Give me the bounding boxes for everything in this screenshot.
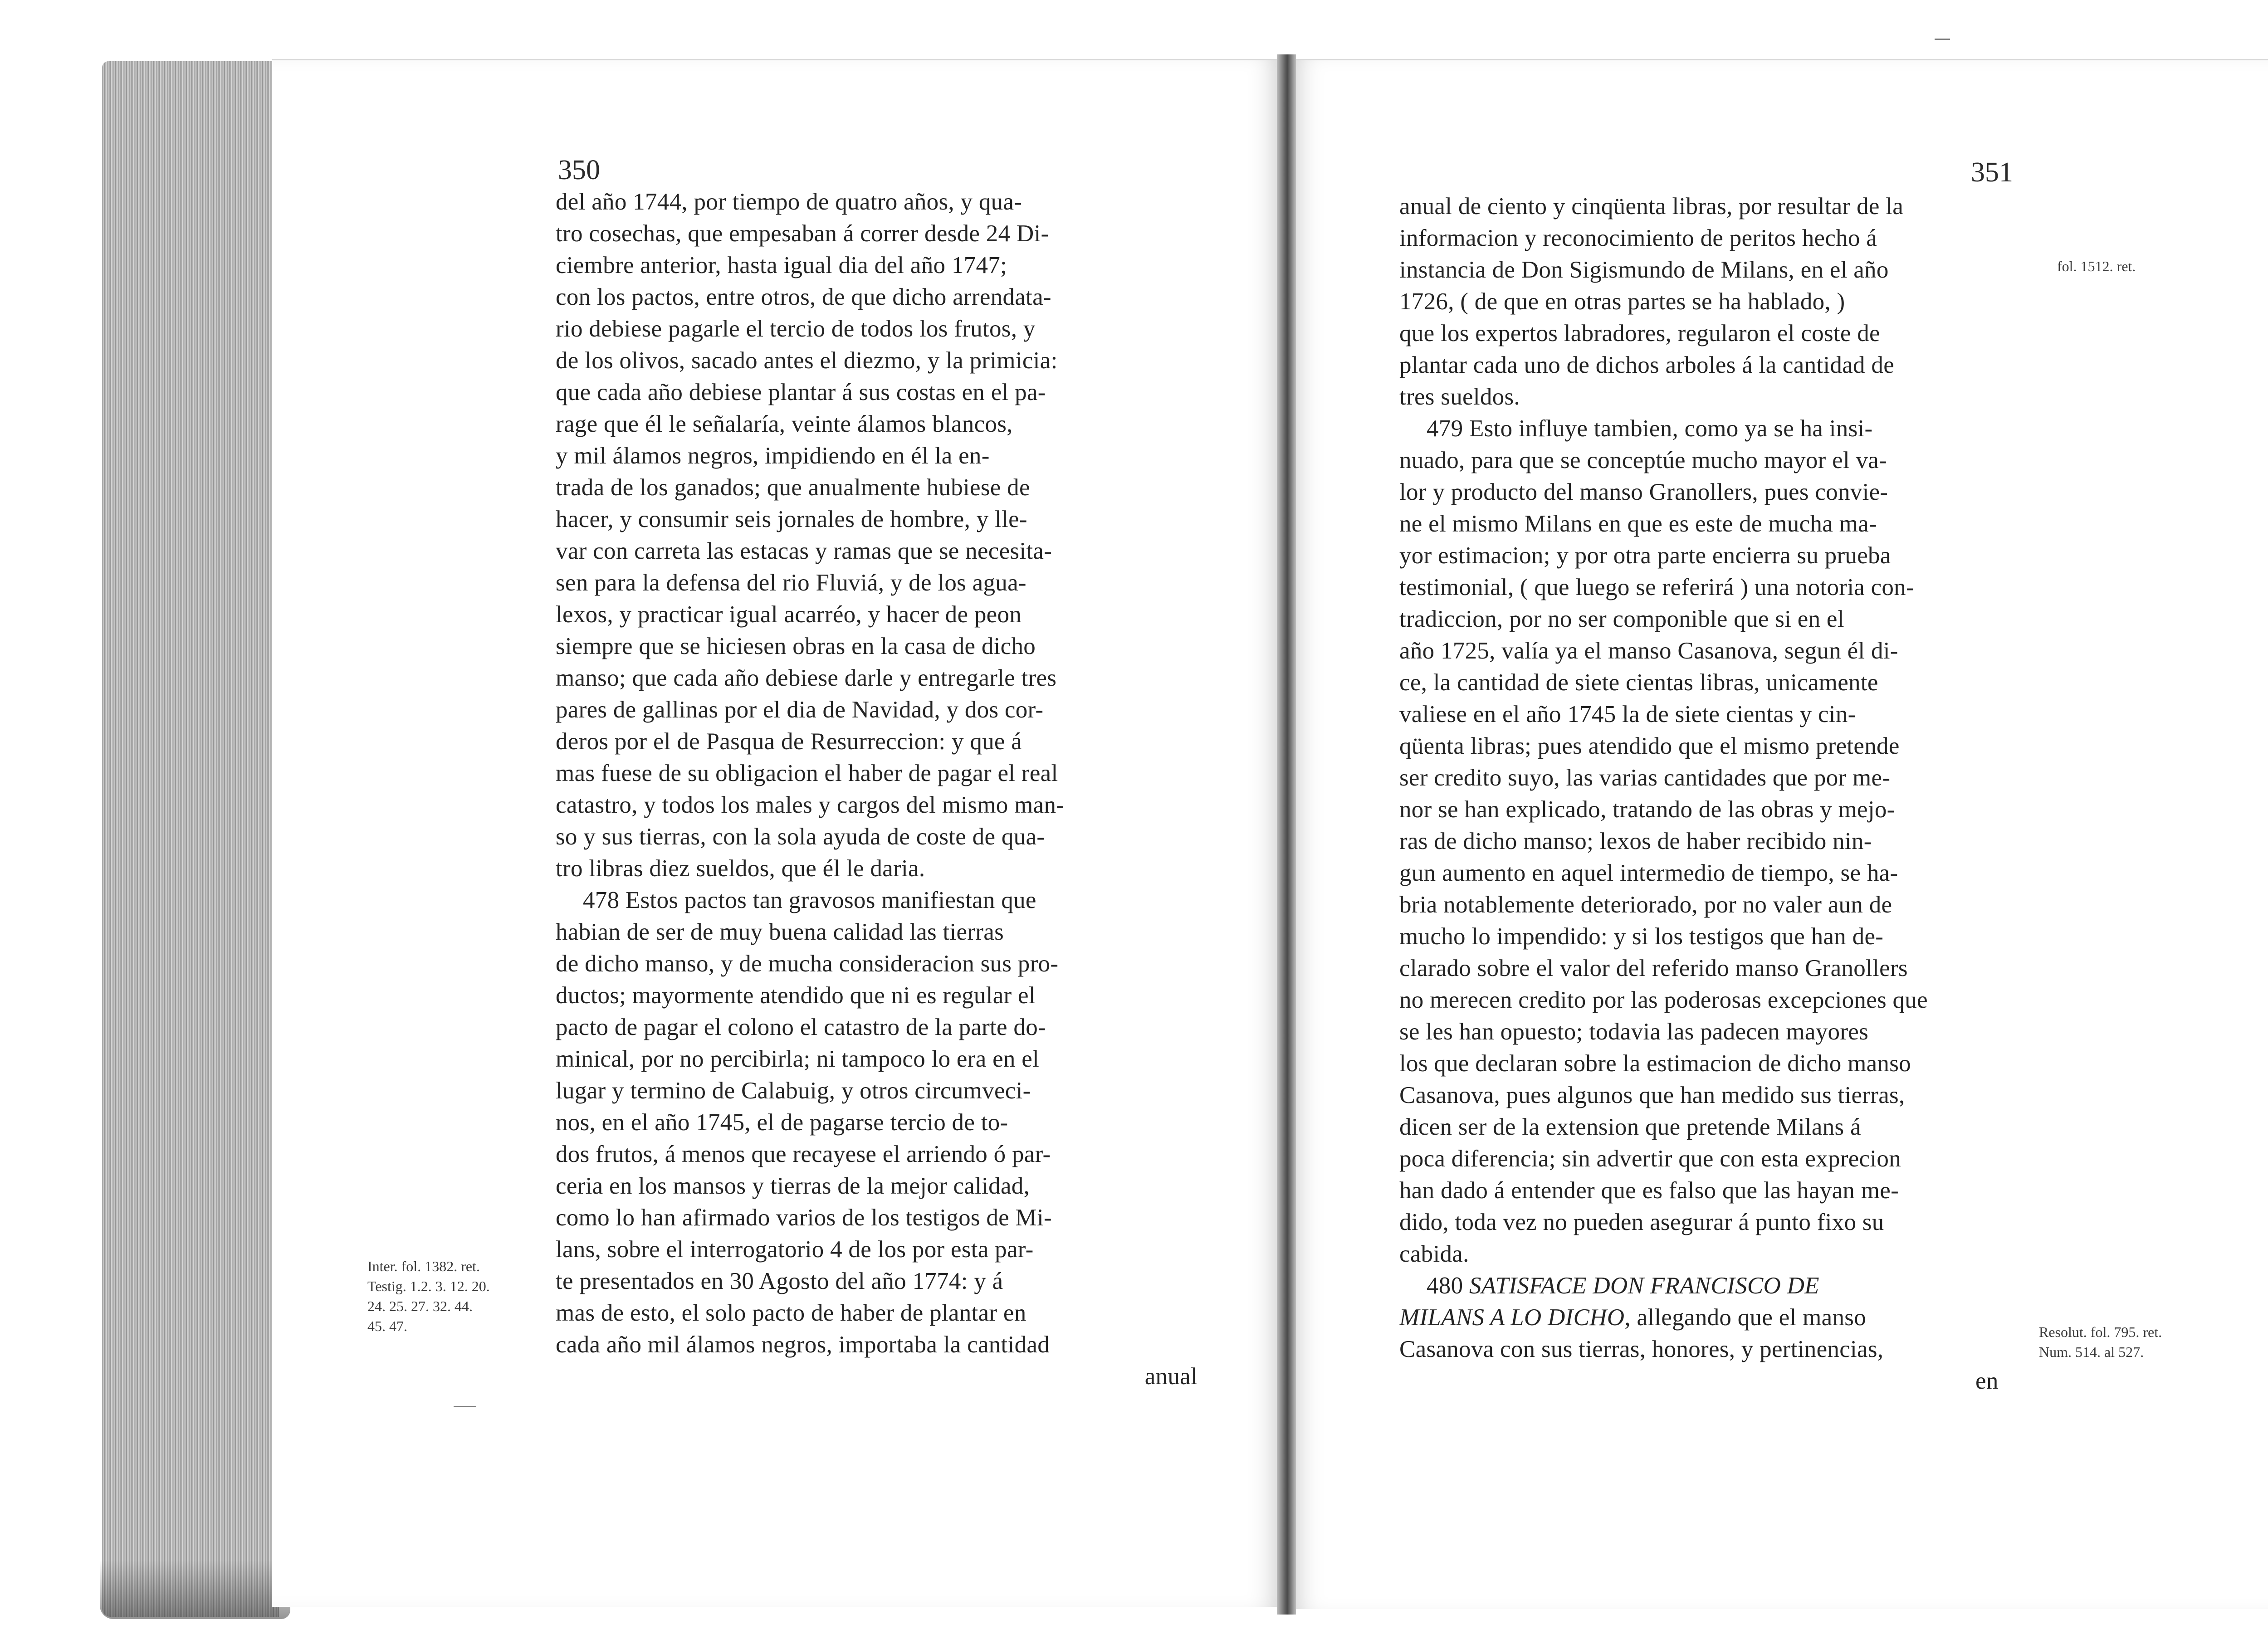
- text-line: los que declaran sobre la estimacion de dicho manso: [1399, 1050, 1911, 1077]
- text-line: ne el mismo Milans en que es este de mucha ma-: [1399, 511, 1877, 537]
- margin-note-line: Resolut. fol. 795. ret.: [2039, 1324, 2162, 1340]
- margin-note-right-top: [2057, 256, 2184, 276]
- text-line: lor y producto del manso Granollers, pues convie-: [1399, 479, 1888, 505]
- text-line: dos frutos, á menos que recayese el arriendo ó par-: [556, 1141, 1051, 1167]
- text-line: 479 Esto influye tambien, como ya se ha insi-: [1427, 415, 1873, 442]
- text-line: no merecen credito por las poderosas excepciones que: [1399, 987, 1928, 1013]
- margin-note-line: fol. 1512. ret.: [2057, 258, 2136, 274]
- text-line: como lo han afirmado varios de los testigos de Mi-: [556, 1205, 1052, 1231]
- catchword-left: anual: [1144, 1363, 1198, 1390]
- text-line: ciembre anterior, hasta igual dia del año 1747;: [556, 252, 1007, 278]
- page-number-right: 351: [1971, 157, 2013, 188]
- scan-speck: [1935, 39, 1950, 40]
- text-line: pacto de pagar el colono el catastro de la parte do-: [556, 1014, 1046, 1040]
- text-line: yor estimacion; y por otra parte encierra su prueba: [1399, 542, 1891, 569]
- catchword-right: en: [1975, 1368, 1999, 1394]
- text-line: mucho lo impendido: y si los testigos que han de-: [1399, 923, 1884, 950]
- text-line: informacion y reconocimiento de peritos hecho á: [1399, 225, 1877, 251]
- margin-note-line: 24. 25. 27. 32. 44.: [367, 1298, 473, 1314]
- text-line: gun aumento en aquel intermedio de tiempo, se ha-: [1399, 860, 1898, 886]
- text-line: tradiccion, por no ser componible que si en el: [1399, 606, 1844, 632]
- text-line: mas fuese de su obligacion el haber de pagar el real: [556, 760, 1058, 786]
- margin-note-right-bottom: [2039, 1322, 2202, 1362]
- text-line: deros por el de Pasqua de Resurreccion: y que á: [556, 728, 1022, 755]
- text-line: var con carreta las estacas y ramas que se necesita-: [556, 538, 1052, 564]
- text-line: año 1725, valía ya el manso Casanova, segun él di-: [1399, 638, 1898, 664]
- text-line: se les han opuesto; todavia las padecen mayores: [1399, 1019, 1869, 1045]
- text-line: tro libras diez sueldos, que él le daria.: [556, 855, 925, 882]
- text-line: anual de ciento y cinqüenta libras, por resultar de la: [1399, 193, 1904, 220]
- text-line: tro cosechas, que empesaban á correr desde 24 Di-: [556, 220, 1049, 247]
- page-edges: [102, 61, 279, 1617]
- text-line: lexos, y practicar igual acarréo, y hacer de peon: [556, 601, 1022, 628]
- text-line: Casanova, pues algunos que han medido sus tierras,: [1399, 1082, 1905, 1108]
- paragraph-number: 480: [1427, 1273, 1463, 1299]
- text-line: Casanova con sus tierras, honores, y pertinencias,: [1399, 1336, 1884, 1362]
- text-line: mas de esto, el solo pacto de haber de plantar en: [556, 1300, 1026, 1326]
- paragraph-480: [1399, 1270, 2050, 1365]
- text-line: catastro, y todos los males y cargos del mismo man-: [556, 792, 1065, 818]
- page-number-left: 350: [558, 155, 600, 185]
- text-line: lugar y termino de Calabuig, y otros circumveci-: [556, 1078, 1031, 1104]
- right-text-column: [1399, 190, 2050, 1397]
- text-line: que los expertos labradores, regularon el coste de: [1399, 320, 1880, 346]
- text-line: ser credito suyo, las varias cantidades que por me-: [1399, 765, 1891, 791]
- margin-note-left: [367, 1256, 549, 1336]
- text-line: dicen ser de la extension que pretende Milans á: [1399, 1114, 1861, 1140]
- text-line: y mil álamos negros, impidiendo en él la en-: [556, 443, 990, 469]
- text-line: tres sueldos.: [1399, 384, 1520, 410]
- text-line: 478 Estos pactos tan gravosos manifiestan que: [583, 887, 1036, 913]
- text-line: que cada año debiese plantar á sus costas en el pa-: [556, 379, 1046, 405]
- text-line: hacer, y consumir seis jornales de hombre, y lle-: [556, 506, 1027, 532]
- text-line: cabida.: [1399, 1241, 1469, 1267]
- scan-speck: [454, 1406, 476, 1407]
- text-line: poca diferencia; sin advertir que con esta exprecion: [1399, 1146, 1901, 1172]
- text-line: ce, la cantidad de siete cientas libras, unicamente: [1399, 669, 1878, 696]
- text-line: han dado á entender que es falso que las hayan me-: [1399, 1177, 1899, 1204]
- text-line: ceria en los mansos y tierras de la mejor calidad,: [556, 1173, 1030, 1199]
- text-line: qüenta libras; pues atendido que el mismo pretende: [1399, 733, 1900, 759]
- text-line: rage que él le señalaría, veinte álamos blancos,: [556, 411, 1013, 437]
- section-heading-continued: MILANS A LO DICHO: [1399, 1304, 1625, 1331]
- text-line: cada año mil álamos negros, importaba la cantidad: [556, 1332, 1050, 1358]
- margin-note-line: Num. 514. al 527.: [2039, 1344, 2144, 1360]
- text-fragment: , allegando que el manso: [1624, 1304, 1867, 1331]
- text-line: nos, en el año 1745, el de pagarse tercio de to-: [556, 1109, 1008, 1136]
- text-line: rio debiese pagarle el tercio de todos los frutos, y: [556, 316, 1036, 342]
- text-line: testimonial, ( que luego se referirá ) una notoria con-: [1399, 574, 1914, 600]
- page-edges-shadow: [100, 1560, 290, 1619]
- paragraph-478: [556, 884, 1198, 1361]
- heading-line: [1399, 1270, 2050, 1302]
- text-line: clarado sobre el valor del referido manso Granollers: [1399, 955, 1908, 981]
- left-text-column: [556, 186, 1198, 1392]
- text-line: te presentados en 30 Agosto del año 1774: y á: [556, 1268, 1003, 1294]
- text-line: habian de ser de muy buena calidad las tierras: [556, 919, 1004, 945]
- text-line: 1726, ( de que en otras partes se ha hablado, ): [1399, 288, 1845, 315]
- text-line: pares de gallinas por el dia de Navidad, y dos cor-: [556, 697, 1044, 723]
- text-line: [1399, 1302, 2050, 1333]
- text-line: instancia de Don Sigismundo de Milans, en el año: [1399, 257, 1889, 283]
- text-line: manso; que cada año debiese darle y entregarle tres: [556, 665, 1057, 691]
- text-line: dido, toda vez no pueden asegurar á punto fixo su: [1399, 1209, 1884, 1235]
- text-line: nuado, para que se conceptúe mucho mayor el va-: [1399, 447, 1887, 473]
- text-line: del año 1744, por tiempo de quatro años, y qua-: [556, 189, 1022, 215]
- text-line: siempre que se hiciesen obras en la casa de dicho: [556, 633, 1036, 659]
- margin-note-line: Inter. fol. 1382. ret.: [367, 1258, 480, 1274]
- margin-note-line: 45. 47.: [367, 1318, 407, 1334]
- text-line: so y sus tierras, con la sola ayuda de coste de qua-: [556, 824, 1045, 850]
- section-heading: SATISFACE DON FRANCISCO DE: [1469, 1273, 1819, 1299]
- left-main-paragraph: [556, 186, 1198, 884]
- text-line: de dicho manso, y de mucha consideracion sus pro-: [556, 951, 1059, 977]
- text-line: con los pactos, entre otros, de que dicho arrendata-: [556, 284, 1051, 310]
- text-line: minical, por no percibirla; ni tampoco lo era en el: [556, 1046, 1040, 1072]
- margin-note-line: Testig. 1.2. 3. 12. 20.: [367, 1278, 490, 1294]
- text-line: plantar cada uno de dichos arboles á la cantidad de: [1399, 352, 1895, 378]
- text-line: ras de dicho manso; lexos de haber recibido nin-: [1399, 828, 1872, 854]
- paragraph-479: [1399, 413, 2050, 1270]
- book-gutter: [1277, 54, 1296, 1615]
- text-line: nor se han explicado, tratando de las obras y mejo-: [1399, 796, 1895, 823]
- text-line: valiese en el año 1745 la de siete cientas y cin-: [1399, 701, 1856, 727]
- text-line: ductos; mayormente atendido que ni es regular el: [556, 982, 1036, 1009]
- text-line: de los olivos, sacado antes el diezmo, y la primicia:: [556, 347, 1058, 374]
- right-continuation-paragraph: [1399, 190, 2050, 413]
- text-line: sen para la defensa del rio Fluviá, y de los agua-: [556, 570, 1026, 596]
- text-line: lans, sobre el interrogatorio 4 de los por esta par-: [556, 1236, 1034, 1263]
- text-line: bria notablemente deteriorado, por no valer aun de: [1399, 892, 1892, 918]
- text-line: trada de los ganados; que anualmente hubiese de: [556, 474, 1030, 501]
